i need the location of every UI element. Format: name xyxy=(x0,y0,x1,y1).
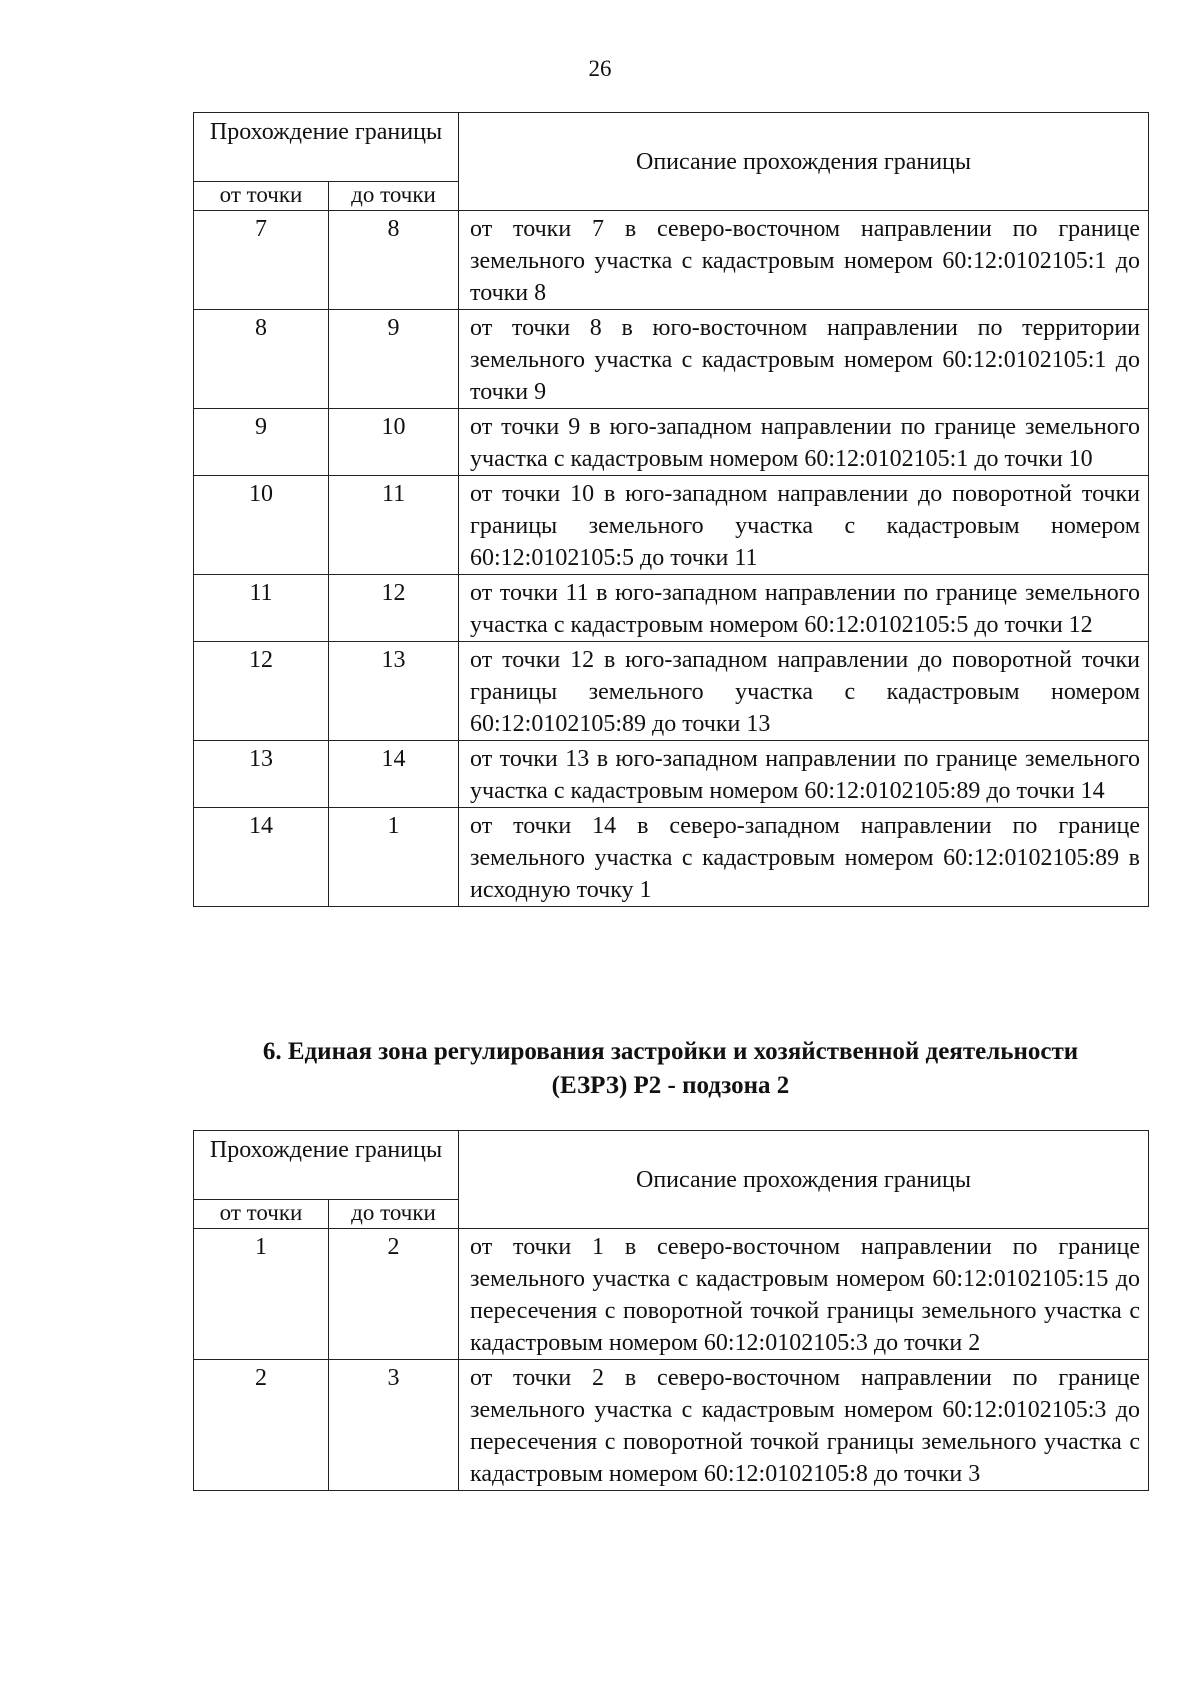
section-heading-line1: 6. Единая зона регулирования застройки и хозяйственной деятельности xyxy=(262,1038,1079,1065)
page-number: 26 xyxy=(588,56,612,81)
cell-from-point: 10 xyxy=(194,476,329,575)
header-to-point: до точки xyxy=(329,1200,459,1229)
cell-from-point: 1 xyxy=(194,1229,329,1360)
cell-description: от точки 14 в северо-западном направлении по границе земельного участка с кадастровым номером 60:12:0102105:89 в исходную точку 1 xyxy=(459,808,1149,907)
cell-to-point: 8 xyxy=(329,211,459,310)
cell-description: от точки 1 в северо-восточном направлении по границе земельного участка с кадастровым номером 60:12:0102105:15 до пересечения с поворотной точкой границы земельного участка с кадастровым номером 60:12:0102105:3 до точки 2 xyxy=(459,1229,1149,1360)
table-row xyxy=(194,310,1149,409)
header-boundary-passage: Прохождение границы xyxy=(194,1131,459,1200)
table-row xyxy=(194,1360,1149,1491)
cell-to-point: 14 xyxy=(329,741,459,808)
header-description: Описание прохождения границы xyxy=(459,113,1149,211)
table-row xyxy=(194,575,1149,642)
cell-to-point: 9 xyxy=(329,310,459,409)
cell-description: от точки 2 в северо-восточном направлении по границе земельного участка с кадастровым номером 60:12:0102105:3 до пересечения с поворотной точкой границы земельного участка с кадастровым номером 60:12:0102105:8 до точки 3 xyxy=(459,1360,1149,1491)
table-row xyxy=(194,476,1149,575)
cell-from-point: 12 xyxy=(194,642,329,741)
boundary-table-1 xyxy=(193,112,1149,907)
header-from-point: от точки xyxy=(194,182,329,211)
table-row xyxy=(194,741,1149,808)
table-row xyxy=(194,808,1149,907)
cell-description: от точки 11 в юго-западном направлении по границе земельного участка с кадастровым номером 60:12:0102105:5 до точки 12 xyxy=(459,575,1149,642)
table-header-row xyxy=(194,113,1149,182)
cell-from-point: 14 xyxy=(194,808,329,907)
cell-to-point: 13 xyxy=(329,642,459,741)
table-row xyxy=(194,409,1149,476)
cell-description: от точки 9 в юго-западном направлении по границе земельного участка с кадастровым номером 60:12:0102105:1 до точки 10 xyxy=(459,409,1149,476)
cell-to-point: 12 xyxy=(329,575,459,642)
cell-description: от точки 12 в юго-западном направлении до поворотной точки границы земельного участка с кадастровым номером 60:12:0102105:89 до точки 13 xyxy=(459,642,1149,741)
table-header-row xyxy=(194,1131,1149,1200)
header-to-point: до точки xyxy=(329,182,459,211)
cell-description: от точки 10 в юго-западном направлении до поворотной точки границы земельного участка с кадастровым номером 60:12:0102105:5 до точки 11 xyxy=(459,476,1149,575)
section-heading xyxy=(193,1035,1148,1103)
cell-description: от точки 13 в юго-западном направлении по границе земельного участка с кадастровым номером 60:12:0102105:89 до точки 14 xyxy=(459,741,1149,808)
cell-description: от точки 8 в юго-восточном направлении по территории земельного участка с кадастровым номером 60:12:0102105:1 до точки 9 xyxy=(459,310,1149,409)
cell-to-point: 1 xyxy=(329,808,459,907)
header-from-point: от точки xyxy=(194,1200,329,1229)
table-row xyxy=(194,1229,1149,1360)
section-heading-line2: (ЕЗРЗ) Р2 - подзона 2 xyxy=(551,1072,790,1099)
cell-from-point: 2 xyxy=(194,1360,329,1491)
header-description: Описание прохождения границы xyxy=(459,1131,1149,1229)
cell-from-point: 7 xyxy=(194,211,329,310)
cell-to-point: 3 xyxy=(329,1360,459,1491)
cell-description: от точки 7 в северо-восточном направлении по границе земельного участка с кадастровым номером 60:12:0102105:1 до точки 8 xyxy=(459,211,1149,310)
table-row xyxy=(194,642,1149,741)
table2-body xyxy=(194,1229,1149,1491)
cell-to-point: 10 xyxy=(329,409,459,476)
cell-from-point: 13 xyxy=(194,741,329,808)
cell-from-point: 9 xyxy=(194,409,329,476)
cell-from-point: 11 xyxy=(194,575,329,642)
table-row xyxy=(194,211,1149,310)
cell-to-point: 2 xyxy=(329,1229,459,1360)
table1-body xyxy=(194,211,1149,907)
cell-from-point: 8 xyxy=(194,310,329,409)
cell-to-point: 11 xyxy=(329,476,459,575)
header-boundary-passage: Прохождение границы xyxy=(194,113,459,182)
boundary-table-2 xyxy=(193,1130,1149,1491)
